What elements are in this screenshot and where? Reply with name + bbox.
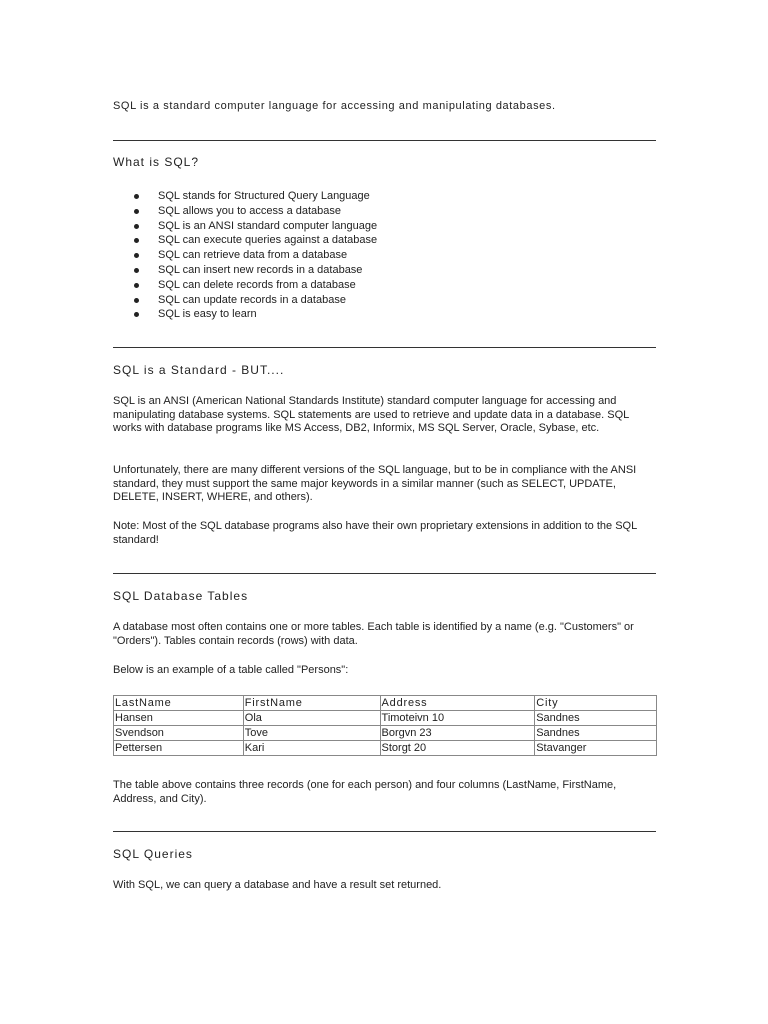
list-item: SQL allows you to access a database [113, 204, 377, 219]
section-divider [113, 831, 656, 832]
list-item: SQL can update records in a database [113, 293, 377, 308]
paragraph-sql-ansi: SQL is an ANSI (American National Standards Institute) standard computer language for accessing and manipulating database systems. SQL statements are used to retrieve and update data in a database. SQL works with database programs like MS Access, DB2, Informix, MS SQL Server, Oracle, Sybase, etc. [113, 395, 629, 434]
intro-text: SQL is a standard computer language for accessing and manipulating databases. [113, 100, 556, 112]
bullet-icon [134, 238, 139, 243]
list-item: SQL can retrieve data from a database [113, 248, 377, 263]
column-header: Address [380, 696, 535, 711]
bullet-icon [134, 209, 139, 214]
bullet-icon [134, 312, 139, 317]
bullet-icon [134, 253, 139, 258]
section-divider [113, 140, 656, 141]
table-cell: Tove [243, 726, 380, 741]
bullet-icon [134, 268, 139, 273]
list-item: SQL can execute queries against a database [113, 233, 377, 248]
table-row [114, 726, 657, 741]
list-item: SQL is an ANSI standard computer language [113, 219, 377, 234]
paragraph-queries-intro: With SQL, we can query a database and have a result set returned. [113, 879, 442, 891]
column-header: City [535, 696, 657, 711]
bullet-icon [134, 224, 139, 229]
section-divider [113, 573, 656, 574]
persons-table [113, 695, 657, 756]
table-cell: Storgt 20 [380, 741, 535, 756]
paragraph-sql-note: Note: Most of the SQL database programs also have their own proprietary extensions in addition to the SQL standard! [113, 520, 637, 546]
heading-database-tables: SQL Database Tables [113, 589, 249, 603]
heading-sql-queries: SQL Queries [113, 847, 193, 861]
list-item: SQL can delete records from a database [113, 278, 377, 293]
table-cell: Kari [243, 741, 380, 756]
table-cell: Borgvn 23 [380, 726, 535, 741]
list-item: SQL stands for Structured Query Language [113, 189, 377, 204]
section-divider [113, 347, 656, 348]
table-cell: Sandnes [535, 711, 657, 726]
table-cell: Timoteivn 10 [380, 711, 535, 726]
bullet-icon [134, 194, 139, 199]
table-cell: Ola [243, 711, 380, 726]
list-item: SQL can insert new records in a database [113, 263, 377, 278]
bullet-icon [134, 298, 139, 303]
table-row [114, 711, 657, 726]
table-row [114, 741, 657, 756]
column-header: FirstName [243, 696, 380, 711]
heading-sql-standard: SQL is a Standard - BUT.... [113, 363, 285, 377]
table-cell: Stavanger [535, 741, 657, 756]
list-item: SQL is easy to learn [113, 307, 377, 322]
paragraph-table-summary: The table above contains three records (one for each person) and four columns (LastName, FirstName, Address, and City). [113, 779, 617, 805]
column-header: LastName [114, 696, 244, 711]
paragraph-table-example: Below is an example of a table called "Persons": [113, 664, 349, 676]
paragraph-sql-versions: Unfortunately, there are many different versions of the SQL language, but to be in compliance with the ANSI standard, they must support the same major keywords in a similar manner (such as SELECT, UPDATE, DELETE, INSERT, WHERE, and others). [113, 464, 637, 503]
paragraph-tables-intro: A database most often contains one or more tables. Each table is identified by a name (e.g. "Customers" or "Orders"). Tables contain records (rows) with data. [113, 621, 634, 647]
heading-what-is-sql: What is SQL? [113, 155, 200, 169]
table-cell: Svendson [114, 726, 244, 741]
table-header-row [114, 696, 657, 711]
bullet-icon [134, 283, 139, 288]
table-cell: Hansen [114, 711, 244, 726]
what-is-sql-list [113, 189, 377, 322]
table-cell: Sandnes [535, 726, 657, 741]
table-cell: Pettersen [114, 741, 244, 756]
